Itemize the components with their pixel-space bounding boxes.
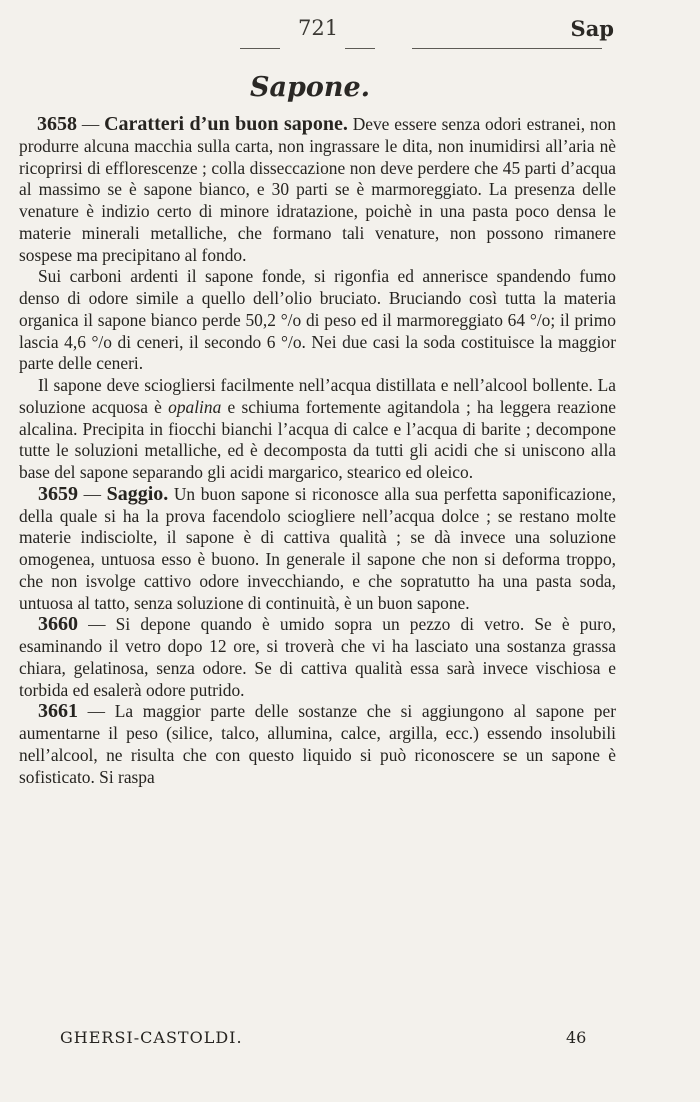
paragraph-3658 <box>19 114 616 266</box>
paragraph-text: Deve essere senza odori estranei, non produrre alcuna macchia sulla carta, non ingrassare le dita, non inumidirsi all’aria nè ricoprirsi di efflorescenze ; colla disseccazione non deve perdere che 45 parti d’acqua al massimo se è sapone bianco, e 30 parti se è marmoreggiato. La presenza delle venature è indizio certo di minore idratazione, poichè in una pasta poco densa le materie minerali metalliche, che formano tali venature, non possono rimanere sospese ma precipitano al fondo. <box>19 114 616 265</box>
paragraph-3661 <box>19 701 616 788</box>
paragraph-3660 <box>19 614 616 701</box>
page-footer <box>0 1028 700 1052</box>
section-title: Sapone. <box>249 72 371 103</box>
article-dash: — <box>78 614 116 635</box>
page-header <box>0 14 700 48</box>
paragraph-text: e schiuma fortemente agitandola ; ha leggera reazione alcalina. Precipita in fiocchi bianchi l’acqua di calce e l’acqua di barite ; decompone tutte le soluzioni metalliche, ed è decomposta da tutti gli acidi che si uniscono alla base del sapone separando gli acidi margarico, stearico ed oleico. <box>19 396 617 482</box>
header-rule <box>240 48 280 49</box>
sheet-number: 46 <box>566 1028 587 1047</box>
paragraph <box>19 375 616 484</box>
article-dash: — <box>77 114 105 134</box>
body-text <box>19 114 616 788</box>
article-number: 3658 <box>37 113 77 135</box>
author-signature: GHERSI-CASTOLDI. <box>60 1028 243 1047</box>
article-dash: — <box>78 701 115 722</box>
italic-term: opalina <box>168 396 222 417</box>
article-heading: Caratteri d’un buon sapone. <box>104 113 348 135</box>
article-number: 3659 <box>38 482 78 505</box>
article-heading: Saggio. <box>106 482 169 505</box>
paragraph-text: Si depone quando è umido sopra un pezzo di vetro. Se è puro, esaminando il vetro dopo 12 ore, si troverà che vi ha lasciato una sostanza grassa chiara, gelatinosa, senza odore. Se di cattiva qualità essa sarà invece vischiosa e torbida ed esalerà odore putrido. <box>19 614 616 700</box>
paragraph-text: La maggior parte delle sostanze che si aggiungono al sapone per aumentarne il peso (silice, talco, allumina, calce, argilla, ecc.) essendo insolubili nell’alcool, ne risulta che con questo liquido si può riconoscere se un sapone è sofisticato. Si raspa <box>19 701 616 787</box>
article-number: 3661 <box>38 700 78 723</box>
paragraph: Sui carboni ardenti il sapone fonde, si rigonfia ed annerisce spandendo fumo denso di odore simile a quello dell’olio bruciato. Bruciando così tutta la materia organica il sapone bianco perde 50,2 °/o di peso ed il marmoreggiato 64 °/o; il primo lascia 4,6 °/o di ceneri, il secondo 6 °/o. Nei due casi la soda costituisce la maggior parte delle ceneri. <box>19 266 616 374</box>
paragraph-text: Un buon sapone si riconosce alla sua perfetta saponificazione, della quale si ha la prova facendolo sciogliere nell’acqua dolce ; se restano molte materie indisciolte, il sapone è di cattiva qualità ; se dà invece una soluzione omogenea, untuosa esso è buono. In generale il sapone che non si deforma troppo, che non isvolge cattivo odore invecchiando, e che sopratutto ha una pasta soda, untuosa al tatto, senza soluzione di continuità, è un buon sapone. <box>19 483 616 613</box>
article-number: 3660 <box>38 613 78 636</box>
paragraph-text: Il sapone deve sciogliersi facilmente nell’acqua distillata e nell’alcool bollente. La soluzione acquosa è <box>19 375 616 417</box>
article-dash: — <box>78 483 107 504</box>
running-head: Sap <box>570 16 614 41</box>
header-rule <box>412 48 602 49</box>
paragraph-3659 <box>19 484 616 615</box>
header-rule <box>345 48 375 49</box>
page-number: 721 <box>298 16 339 40</box>
